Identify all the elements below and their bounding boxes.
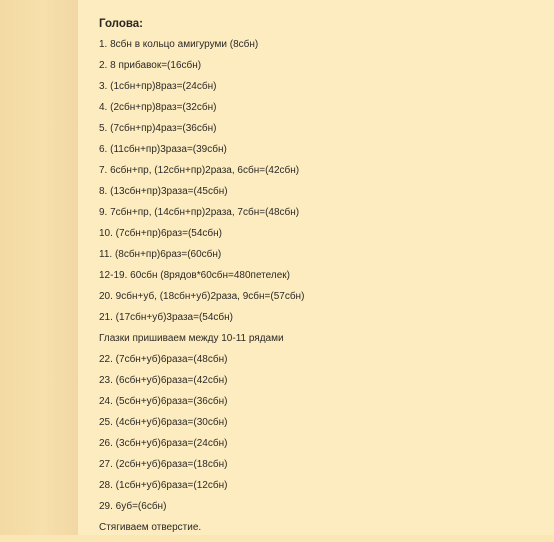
pattern-step: 28. (1сбн+уб)6раза=(12сбн) bbox=[99, 480, 228, 491]
pattern-note: Стягиваем отверстие. bbox=[99, 522, 202, 533]
pattern-step: 26. (3сбн+уб)6раза=(24сбн) bbox=[99, 438, 228, 449]
pattern-step: 21. (17сбн+уб)3раза=(54сбн) bbox=[99, 312, 233, 323]
pattern-step: 10. (7сбн+пр)6раз=(54сбн) bbox=[99, 228, 222, 239]
pattern-step: 23. (6сбн+уб)6раза=(42сбн) bbox=[99, 375, 228, 386]
document-page bbox=[78, 0, 554, 535]
pattern-step: 27. (2сбн+уб)6раза=(18сбн) bbox=[99, 459, 228, 470]
pattern-step: 8. (13сбн+пр)3раза=(45сбн) bbox=[99, 186, 228, 197]
pattern-step: 24. (5сбн+уб)6раза=(36сбн) bbox=[99, 396, 228, 407]
pattern-step: 25. (4сбн+уб)6раза=(30сбн) bbox=[99, 417, 228, 428]
pattern-step: 11. (8сбн+пр)6раз=(60сбн) bbox=[99, 249, 222, 260]
pattern-step: 9. 7сбн+пр, (14сбн+пр)2раза, 7сбн=(48сбн) bbox=[99, 207, 300, 218]
pattern-step: 2. 8 прибавок=(16сбн) bbox=[99, 60, 202, 71]
pattern-step: 22. (7сбн+уб)6раза=(48сбн) bbox=[99, 354, 228, 365]
pattern-step: 3. (1сбн+пр)8раз=(24сбн) bbox=[99, 81, 217, 92]
pattern-step: 29. 6уб=(6сбн) bbox=[99, 501, 167, 512]
pattern-step: 6. (11сбн+пр)3раза=(39сбн) bbox=[99, 144, 227, 155]
pattern-step: 20. 9сбн+уб, (18сбн+уб)2раза, 9сбн=(57сбн) bbox=[99, 291, 305, 302]
pattern-steps-list bbox=[99, 38, 304, 542]
pattern-step: 4. (2сбн+пр)8раз=(32сбн) bbox=[99, 102, 217, 113]
pattern-step: 5. (7сбн+пр)4раз=(36сбн) bbox=[99, 123, 217, 134]
pattern-step: 1. 8сбн в кольцо амигуруми (8сбн) bbox=[99, 39, 259, 50]
page-margin bbox=[0, 0, 78, 535]
pattern-step: 12-19. 60сбн (8рядов*60сбн=480петелек) bbox=[99, 270, 290, 281]
section-title: Голова: bbox=[99, 18, 144, 30]
pattern-note: Глазки пришиваем между 10-11 рядами bbox=[99, 333, 284, 344]
pattern-step: 7. 6сбн+пр, (12сбн+пр)2раза, 6сбн=(42сбн) bbox=[99, 165, 300, 176]
